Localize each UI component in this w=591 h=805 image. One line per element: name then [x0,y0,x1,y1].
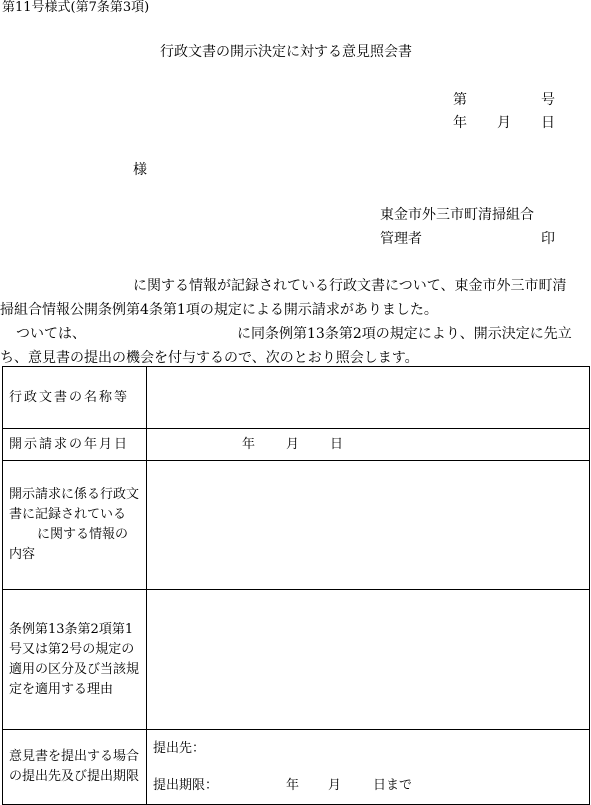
row-applicable-rule-label [3,590,147,730]
row-request-date-label: 開示請求の年月日 [3,429,147,461]
applicable-rule-label-text: 条例第13条第2項第1号又は第2号の規定の適用の区分及び当該規定を適用する理由 [9,621,140,697]
table-row [3,590,590,730]
date-day: 日 [541,115,555,131]
deadline-month: 月 [328,778,342,793]
table-row [3,367,590,429]
date-month: 月 [497,115,511,131]
inquiry-table [2,366,590,805]
table-row [3,730,590,805]
row-submission-label [3,730,147,805]
submission-destination: 提出先： [153,741,206,756]
deadline-day-until: 日まで [373,778,413,793]
sender-organization: 東金市外三市町清掃組合 [380,207,534,223]
seal-mark: 印 [541,231,555,247]
sender-manager: 管理者 [380,231,422,247]
doc-number-prefix: 第 [453,92,467,108]
addressee-suffix: 様 [133,162,147,178]
date-year: 年 [453,115,467,131]
row-document-name-value [147,367,590,429]
table-row [3,461,590,590]
submission-deadline-label: 提出期限： [153,778,219,793]
row-request-date-value [147,429,590,461]
request-date-year: 年 [242,437,256,452]
body-line-1: に関する情報が記録されている行政文書について、東金市外三市町清 [133,278,567,294]
body-line-2: 掃組合情報公開条例第4条第1項の規定による開示請求がありました。 [0,302,438,318]
deadline-year: 年 [286,778,300,793]
row-info-content-value [147,461,590,590]
page-title: 行政文書の開示決定に対する意見照会書 [160,44,412,60]
body-line-4: ち、意見書の提出の機会を付与するので、次のとおり照会します。 [0,350,419,366]
form-number: 第11号様式(第7条第3項) [2,0,150,15]
request-date-month: 月 [286,437,300,452]
doc-number-suffix: 号 [541,92,555,108]
request-date-day: 日 [330,437,344,452]
info-content-label-b: に関する情報の内容 [9,527,129,562]
body-line-3b: に同条例第13条第2項の規定により、開示決定に先立 [237,326,572,342]
table-row [3,429,590,461]
row-applicable-rule-value [147,590,590,730]
row-submission-value [147,730,590,805]
submission-label-text: 意見書を提出する場合の提出先及び提出期限 [9,749,140,784]
body-line-3a: ついては、 [16,326,86,342]
row-info-content-label [3,461,147,590]
row-document-name-label: 行政文書の名称等 [3,367,147,429]
info-content-label-a: 開示請求に係る行政文書に記録されている [9,487,140,522]
